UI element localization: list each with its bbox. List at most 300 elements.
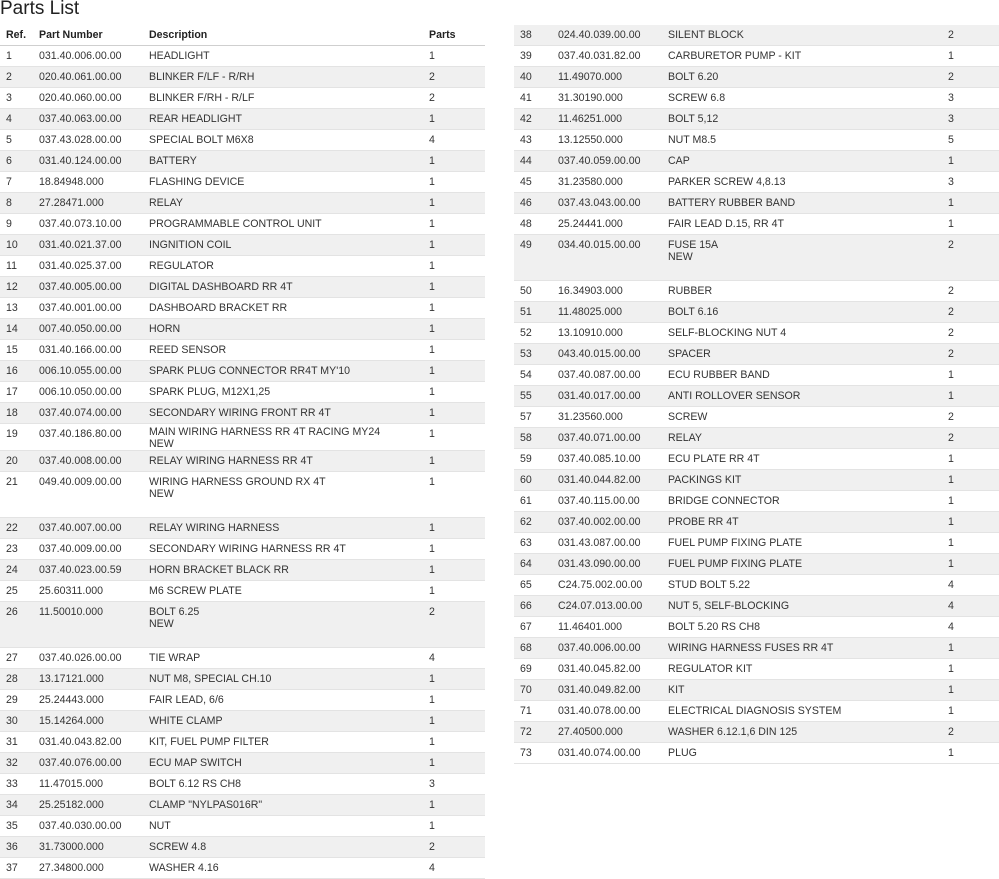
parts-qty-cell: 1: [423, 319, 485, 340]
description-cell: NUT M8.5: [668, 134, 717, 146]
part-number-cell: 25.24441.000: [558, 218, 623, 230]
parts-qty-cell: 1: [429, 820, 435, 832]
table-header-row: [0, 25, 485, 46]
ref-cell: 54: [520, 369, 532, 381]
part-number-cell: 031.40.043.82.00: [39, 736, 122, 748]
parts-qty-cell: 1: [942, 638, 999, 659]
table-row: [514, 722, 999, 743]
ref-cell: 8: [0, 193, 33, 214]
description-cell: HEADLIGHT: [149, 50, 210, 62]
part-number-cell: 11.50010.000: [33, 602, 143, 648]
description-cell: ECU PLATE RR 4T: [668, 453, 760, 465]
table-row: [0, 451, 485, 472]
description-line: BOLT 6.25: [149, 606, 200, 618]
ref-cell: 59: [520, 453, 532, 465]
part-number-cell: 037.40.186.80.00: [39, 428, 122, 440]
table-row: [0, 88, 485, 109]
part-number-cell: 037.40.030.00.00: [39, 820, 122, 832]
part-number-cell: 11.46401.000: [558, 621, 623, 633]
description-cell: FUEL PUMP FIXING PLATE: [668, 537, 803, 549]
part-number-cell: 16.34903.000: [558, 285, 623, 297]
part-number-cell: 037.40.009.00.00: [39, 543, 122, 555]
part-number-cell: 037.40.085.10.00: [558, 453, 641, 465]
parts-qty-cell: 2: [942, 722, 999, 743]
table-row: [0, 172, 485, 193]
parts-qty-cell: 1: [429, 260, 435, 272]
parts-qty-cell: 1: [423, 795, 485, 816]
description-cell: SCREW 6.8: [668, 92, 726, 104]
parts-qty-cell: 1: [423, 518, 485, 539]
description-cell: FAIR LEAD D.15, RR 4T: [668, 218, 784, 230]
parts-qty-cell: 1: [948, 369, 954, 381]
table-row: [0, 340, 485, 361]
parts-qty-cell: 4: [948, 579, 954, 591]
part-number-cell: 31.73000.000: [33, 837, 143, 858]
part-number-cell: 031.40.166.00.00: [39, 344, 122, 356]
description-cell: PACKINGS KIT: [662, 470, 942, 491]
table-row: [0, 753, 485, 774]
ref-cell: 2: [0, 67, 33, 88]
description-cell: BATTERY: [143, 151, 423, 172]
parts-qty-cell: 2: [942, 428, 999, 449]
table-row: [514, 193, 999, 214]
table-row: [514, 596, 999, 617]
description-cell: BRIDGE CONNECTOR: [668, 495, 780, 507]
ref-cell: 20: [0, 451, 33, 472]
table-row: [0, 518, 485, 539]
ref-cell: 72: [514, 722, 552, 743]
part-number-cell: 037.40.026.00.00: [39, 652, 122, 664]
parts-qty-cell: 1: [423, 711, 485, 732]
description-cell: FLASHING DEVICE: [149, 176, 245, 188]
parts-qty-cell: 1: [948, 705, 954, 717]
table-row: [0, 424, 485, 451]
table-row: [0, 235, 485, 256]
table-row: [514, 659, 999, 680]
ref-cell: 40: [514, 67, 552, 88]
part-number-cell: 27.34800.000: [39, 862, 104, 874]
ref-cell: 28: [0, 669, 33, 690]
description-cell: SELF-BLOCKING NUT 4: [668, 327, 787, 339]
table-row: [0, 130, 485, 151]
description-cell: SECONDARY WIRING HARNESS RR 4T: [149, 543, 346, 555]
page-title: Parts List: [0, 0, 80, 19]
description-cell: CLAMP "NYLPAS016R": [143, 795, 423, 816]
part-number-cell: 037.40.063.00.00: [33, 109, 143, 130]
description-cell: NUT 5, SELF-BLOCKING: [662, 596, 942, 617]
part-number-cell: 13.17121.000: [33, 669, 143, 690]
parts-qty-cell: 1: [948, 537, 954, 549]
table-row: [514, 575, 999, 596]
table-row: [0, 795, 485, 816]
description-line: WIRING HARNESS GROUND RX 4T: [149, 476, 326, 488]
part-number-cell: 031.40.045.82.00: [558, 663, 641, 675]
part-number-cell: 037.40.008.00.00: [33, 451, 143, 472]
ref-cell: 65: [520, 579, 532, 591]
description-cell: SPECIAL BOLT M6X8: [149, 134, 254, 146]
description-cell: BOLT 5,12: [662, 109, 942, 130]
part-number-cell: 13.12550.000: [558, 134, 623, 146]
description-cell: ELECTRICAL DIAGNOSIS SYSTEM: [668, 705, 842, 717]
parts-qty-cell: 2: [948, 327, 954, 339]
table-row: [514, 701, 999, 722]
table-row: [514, 680, 999, 701]
table-row: [514, 512, 999, 533]
part-number-cell: 037.43.043.00.00: [552, 193, 662, 214]
description-cell: TIE WRAP: [149, 652, 201, 664]
parts-qty-cell: 1: [429, 428, 435, 440]
part-number-cell: 11.47015.000: [39, 778, 104, 790]
description-cell: SPARK PLUG, M12X1,25: [149, 386, 271, 398]
part-number-cell: 031.43.090.00.00: [552, 554, 662, 575]
ref-cell: 32: [0, 753, 33, 774]
table-row: [0, 858, 485, 879]
part-number-cell: 024.40.039.00.00: [552, 25, 662, 46]
col-header-parts: Parts: [423, 25, 485, 46]
ref-cell: 23: [6, 543, 18, 555]
ref-cell: 63: [520, 537, 532, 549]
parts-qty-cell: 2: [429, 92, 435, 104]
ref-cell: 5: [6, 134, 12, 146]
ref-cell: 22: [0, 518, 33, 539]
description-cell: BLINKER F/LF - R/RH: [143, 67, 423, 88]
description-cell: ECU RUBBER BAND: [668, 369, 770, 381]
ref-cell: 66: [514, 596, 552, 617]
ref-cell: 44: [514, 151, 552, 172]
part-number-cell: 031.40.006.00.00: [39, 50, 122, 62]
description-cell: DIGITAL DASHBOARD RR 4T: [143, 277, 423, 298]
description-cell: FUEL PUMP FIXING PLATE: [662, 554, 942, 575]
parts-qty-cell: 1: [423, 235, 485, 256]
ref-cell: 31: [6, 736, 18, 748]
description-note: NEW: [149, 618, 174, 630]
ref-cell: 1: [6, 50, 12, 62]
parts-qty-cell: 2: [942, 67, 999, 88]
parts-qty-cell: 1: [942, 151, 999, 172]
parts-qty-cell: 2: [942, 235, 999, 281]
parts-qty-cell: 1: [423, 193, 485, 214]
table-row: [514, 554, 999, 575]
ref-cell: 53: [514, 344, 552, 365]
description-cell: KIT: [662, 680, 942, 701]
part-number-cell: 037.40.087.00.00: [558, 369, 641, 381]
ref-cell: 3: [6, 92, 12, 104]
description-cell: BOLT 6.20: [662, 67, 942, 88]
part-number-cell: 27.40500.000: [552, 722, 662, 743]
part-number-cell: 037.40.005.00.00: [33, 277, 143, 298]
part-number-cell: 031.43.087.00.00: [558, 537, 641, 549]
part-number-cell: 31.23580.000: [558, 176, 623, 188]
ref-cell: 33: [6, 778, 18, 790]
table-row: [0, 816, 485, 837]
parts-qty-cell: 4: [429, 134, 435, 146]
table-row: [514, 302, 999, 323]
part-number-cell: 031.40.017.00.00: [552, 386, 662, 407]
table-row: [514, 386, 999, 407]
description-note: NEW: [149, 488, 174, 500]
parts-qty-cell: 1: [423, 109, 485, 130]
table-row: [0, 277, 485, 298]
description-cell: SCREW: [668, 411, 708, 423]
ref-cell: 16: [0, 361, 33, 382]
table-row: [514, 25, 999, 46]
ref-cell: 29: [6, 694, 18, 706]
part-number-cell: 037.40.074.00.00: [33, 403, 143, 424]
parts-qty-cell: 1: [429, 50, 435, 62]
part-number-cell: 037.40.023.00.59: [33, 560, 143, 581]
col-header-description: Description: [143, 25, 423, 46]
part-number-cell: 037.40.071.00.00: [552, 428, 662, 449]
ref-cell: 15: [6, 344, 18, 356]
part-number-cell: 037.40.059.00.00: [552, 151, 662, 172]
table-row: [0, 298, 485, 319]
parts-qty-cell: 1: [948, 50, 954, 62]
description-cell: KIT, FUEL PUMP FILTER: [149, 736, 269, 748]
part-number-cell: 049.40.009.00.00: [39, 476, 122, 488]
ref-cell: 45: [520, 176, 532, 188]
table-row: [514, 172, 999, 193]
parts-qty-cell: 1: [942, 512, 999, 533]
parts-qty-cell: 3: [948, 92, 954, 104]
parts-qty-cell: 3: [948, 176, 954, 188]
parts-qty-cell: 1: [948, 663, 954, 675]
parts-qty-cell: 1: [429, 386, 435, 398]
ref-cell: 26: [0, 602, 33, 648]
description-cell: ANTI ROLLOVER SENSOR: [662, 386, 942, 407]
parts-qty-cell: 1: [948, 453, 954, 465]
ref-cell: 52: [520, 327, 532, 339]
part-number-cell: 27.28471.000: [33, 193, 143, 214]
description-cell: WASHER 6.12.1,6 DIN 125: [662, 722, 942, 743]
part-number-cell: 11.46251.000: [552, 109, 662, 130]
part-number-cell: 034.40.015.00.00: [552, 235, 662, 281]
ref-cell: 19: [6, 428, 18, 440]
parts-qty-cell: 1: [948, 747, 954, 759]
description-cell: NUT M8, SPECIAL CH.10: [143, 669, 423, 690]
parts-qty-cell: 1: [942, 470, 999, 491]
part-number-cell: 037.40.031.82.00: [558, 50, 641, 62]
parts-qty-cell: 1: [942, 554, 999, 575]
part-number-cell: 25.24443.000: [39, 694, 104, 706]
table-row: [0, 193, 485, 214]
ref-cell: 67: [520, 621, 532, 633]
ref-cell: 36: [0, 837, 33, 858]
table-row: [514, 365, 999, 386]
description-cell: ECU MAP SWITCH: [143, 753, 423, 774]
description-cell: M6 SCREW PLATE: [149, 585, 242, 597]
parts-qty-cell: 1: [948, 218, 954, 230]
table-row: [0, 109, 485, 130]
table-row: [514, 151, 999, 172]
ref-cell: 41: [520, 92, 532, 104]
description-cell: SCREW 4.8: [143, 837, 423, 858]
description-cell: DASHBOARD BRACKET RR: [149, 302, 288, 314]
part-number-cell: C24.75.002.00.00: [558, 579, 643, 591]
table-row: [514, 449, 999, 470]
table-row: [514, 88, 999, 109]
parts-qty-cell: 1: [429, 736, 435, 748]
ref-cell: 35: [6, 820, 18, 832]
table-row: [0, 256, 485, 277]
table-row: [514, 235, 999, 281]
part-number-cell: 031.40.078.00.00: [558, 705, 641, 717]
parts-qty-cell: 2: [942, 344, 999, 365]
table-row: [0, 837, 485, 858]
table-row: [514, 428, 999, 449]
parts-qty-cell: 1: [429, 344, 435, 356]
ref-cell: 17: [6, 386, 18, 398]
description-cell: REGULATOR: [149, 260, 214, 272]
description-cell: REED SENSOR: [149, 344, 227, 356]
description-cell: BOLT 6.16: [662, 302, 942, 323]
part-number-cell: 037.40.007.00.00: [33, 518, 143, 539]
table-row: [0, 319, 485, 340]
table-row: [514, 470, 999, 491]
description-cell: [143, 602, 423, 648]
table-row: [514, 109, 999, 130]
part-number-cell: 11.48025.000: [552, 302, 662, 323]
table-row: [514, 281, 999, 302]
table-row: [0, 581, 485, 602]
table-row: [514, 323, 999, 344]
description-cell: SPARK PLUG CONNECTOR RR4T MY'10: [143, 361, 423, 382]
parts-qty-cell: 2: [942, 302, 999, 323]
parts-qty-cell: 1: [423, 151, 485, 172]
part-number-cell: 037.40.002.00.00: [552, 512, 662, 533]
ref-cell: 73: [520, 747, 532, 759]
description-note: NEW: [149, 438, 174, 450]
part-number-cell: 037.40.001.00.00: [39, 302, 122, 314]
table-row: [514, 491, 999, 512]
parts-qty-cell: 1: [423, 669, 485, 690]
ref-cell: 71: [520, 705, 532, 717]
table-row: [514, 46, 999, 67]
parts-qty-cell: 2: [423, 837, 485, 858]
parts-table-right: [514, 25, 999, 764]
parts-qty-cell: 1: [429, 694, 435, 706]
description-cell: INGNITION COIL: [143, 235, 423, 256]
parts-qty-cell: 1: [942, 680, 999, 701]
parts-qty-cell: 4: [429, 652, 435, 664]
parts-qty-cell: 3: [429, 778, 435, 790]
ref-cell: 38: [514, 25, 552, 46]
parts-qty-cell: 1: [423, 403, 485, 424]
table-row: [0, 361, 485, 382]
ref-cell: 11: [6, 260, 17, 272]
description-cell: FAIR LEAD, 6/6: [149, 694, 224, 706]
ref-cell: 13: [6, 302, 18, 314]
table-row: [514, 344, 999, 365]
description-cell: RUBBER: [668, 285, 713, 297]
description-cell: WIRING HARNESS FUSES RR 4T: [662, 638, 942, 659]
part-number-cell: 007.40.050.00.00: [33, 319, 143, 340]
part-number-cell: 11.49070.000: [552, 67, 662, 88]
description-cell: RELAY WIRING HARNESS RR 4T: [143, 451, 423, 472]
parts-qty-cell: 4: [429, 862, 435, 874]
table-row: [0, 774, 485, 795]
table-row: [0, 602, 485, 648]
part-number-cell: 043.40.015.00.00: [552, 344, 662, 365]
table-row: [0, 403, 485, 424]
parts-qty-cell: 1: [423, 451, 485, 472]
parts-qty-cell: 1: [429, 176, 435, 188]
part-number-cell: 18.84948.000: [39, 176, 104, 188]
parts-qty-cell: 2: [423, 67, 485, 88]
part-number-cell: 15.14264.000: [33, 711, 143, 732]
part-number-cell: 031.40.124.00.00: [33, 151, 143, 172]
ref-cell: 51: [514, 302, 552, 323]
table-row: [514, 638, 999, 659]
part-number-cell: 031.40.025.37.00: [39, 260, 122, 272]
ref-cell: 39: [520, 50, 532, 62]
parts-qty-cell: 1: [942, 193, 999, 214]
ref-cell: 60: [514, 470, 552, 491]
table-row: [0, 711, 485, 732]
description-cell: PLUG: [668, 747, 697, 759]
ref-cell: 50: [520, 285, 532, 297]
ref-cell: 6: [0, 151, 33, 172]
description-cell: STUD BOLT 5.22: [668, 579, 751, 591]
parts-qty-cell: 2: [948, 411, 954, 423]
ref-cell: 46: [514, 193, 552, 214]
table-row: [0, 382, 485, 403]
part-number-cell: 13.10910.000: [558, 327, 623, 339]
description-cell: PROBE RR 4T: [662, 512, 942, 533]
parts-qty-cell: 3: [942, 109, 999, 130]
description-cell: BLINKER F/RH - R/LF: [149, 92, 255, 104]
ref-cell: 68: [514, 638, 552, 659]
ref-cell: 58: [514, 428, 552, 449]
description-cell: REGULATOR KIT: [668, 663, 753, 675]
parts-qty-cell: 1: [429, 585, 435, 597]
parts-qty-cell: 1: [948, 495, 954, 507]
parts-qty-cell: 1: [423, 361, 485, 382]
ref-cell: 30: [0, 711, 33, 732]
table-row: [514, 67, 999, 88]
ref-cell: 49: [514, 235, 552, 281]
ref-cell: 64: [514, 554, 552, 575]
part-number-cell: 006.10.055.00.00: [33, 361, 143, 382]
table-row: [514, 617, 999, 638]
description-cell: RELAY: [143, 193, 423, 214]
part-number-cell: 31.30190.000: [558, 92, 623, 104]
parts-qty-cell: 1: [429, 302, 435, 314]
part-number-cell: 020.40.060.00.00: [39, 92, 122, 104]
ref-cell: 69: [520, 663, 532, 675]
description-cell: SPACER: [662, 344, 942, 365]
ref-cell: 9: [6, 218, 12, 230]
part-number-cell: 25.25182.000: [33, 795, 143, 816]
part-number-cell: 031.40.049.82.00: [552, 680, 662, 701]
table-row: [514, 130, 999, 151]
part-number-cell: 006.10.050.00.00: [39, 386, 122, 398]
parts-qty-cell: 1: [942, 386, 999, 407]
ref-cell: 42: [514, 109, 552, 130]
ref-cell: 48: [520, 218, 532, 230]
ref-cell: 18: [0, 403, 33, 424]
description-cell: HORN: [143, 319, 423, 340]
description-cell: CARBURETOR PUMP - KIT: [668, 50, 802, 62]
part-number-cell: 031.40.044.82.00: [552, 470, 662, 491]
description-cell: [143, 424, 423, 451]
table-row: [514, 214, 999, 235]
parts-qty-cell: 1: [423, 560, 485, 581]
description-line: MAIN WIRING HARNESS RR 4T RACING MY24: [149, 426, 381, 438]
table-row: [0, 669, 485, 690]
table-row: [0, 472, 485, 518]
description-cell: [662, 235, 942, 281]
table-row: [514, 743, 999, 764]
